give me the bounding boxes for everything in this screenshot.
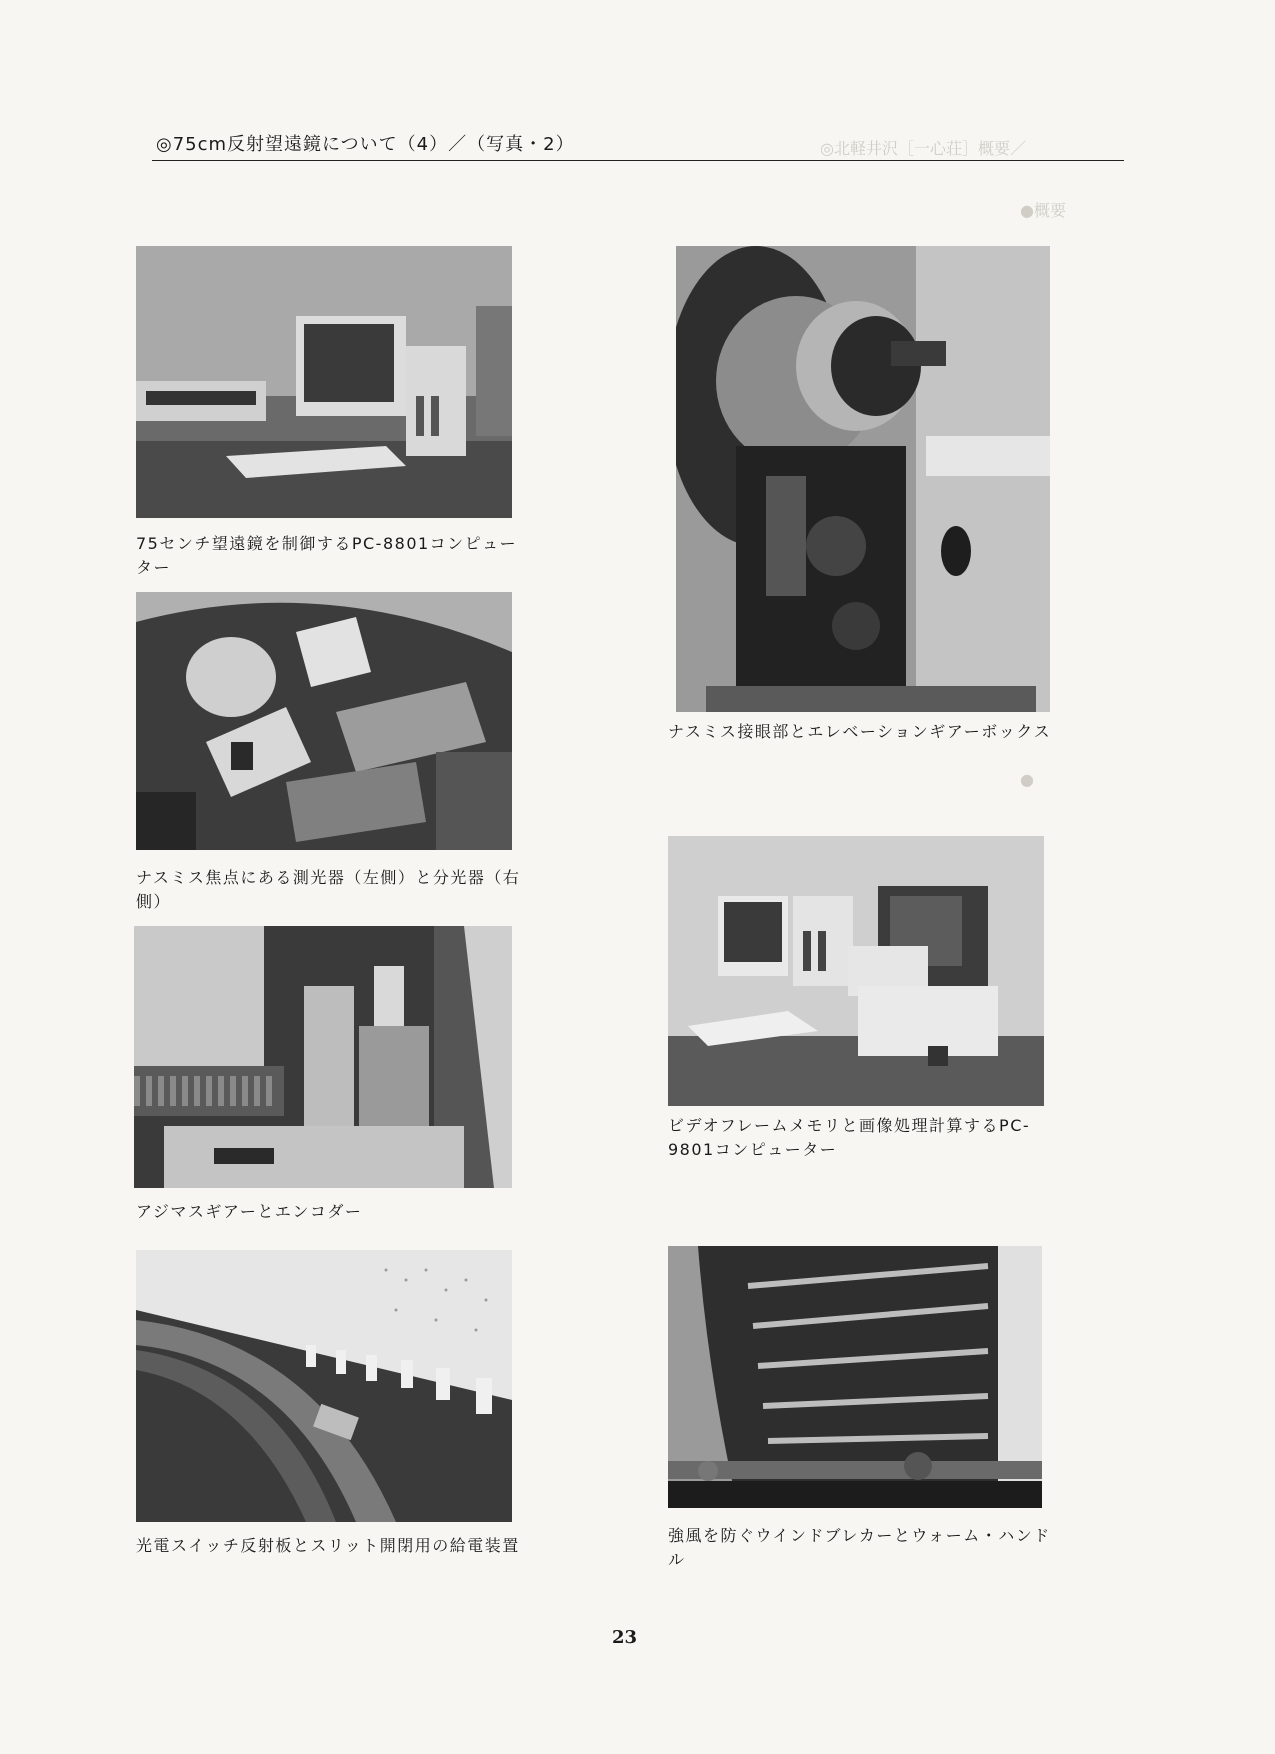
page-header: [152, 134, 1124, 161]
pc8801-computer-photo: [136, 246, 512, 518]
azimuth-gear-photo: [134, 926, 512, 1188]
photometer-spectrograph-photo: [136, 592, 512, 850]
photo-caption: 強風を防ぐウインドブレカーとウォーム・ハンドル: [668, 1526, 1051, 1569]
bleed-through-text: ●概要: [1020, 201, 1066, 220]
photoswitch-reflector-photo: [136, 1250, 512, 1522]
photo-caption: 75センチ望遠鏡を制御するPC-8801コンピューター: [136, 534, 518, 577]
photo-caption: 光電スイッチ反射板とスリット開閉用の給電装置: [136, 1536, 520, 1555]
windbreaker-photo: [668, 1246, 1042, 1508]
nasmyth-eyepiece-photo: [676, 246, 1050, 712]
bleed-through-text: ●: [1020, 770, 1034, 789]
video-frame-memory-photo: [668, 836, 1044, 1106]
page-number: 23: [612, 1627, 638, 1648]
page-title: ◎75cm反射望遠鏡について（4）／（写真・2）: [156, 134, 575, 155]
photo-caption: アジマスギアーとエンコダー: [136, 1202, 363, 1221]
photo-caption: ナスミス焦点にある測光器（左側）と分光器（右側）: [136, 868, 521, 911]
photo-caption: ビデオフレームメモリと画像処理計算するPC-9801コンピューター: [668, 1116, 1031, 1159]
photo-caption: ナスミス接眼部とエレベーションギアーボックス: [668, 722, 1052, 741]
bleed-through-text: ◎北軽井沢［一心荘］概要／: [820, 139, 1026, 158]
